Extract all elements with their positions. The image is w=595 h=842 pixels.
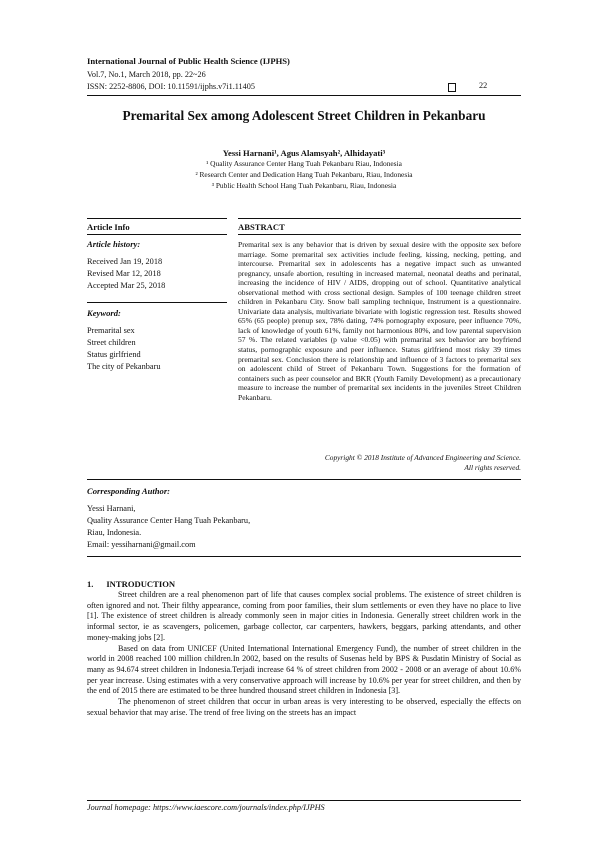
page-number: 22 [479, 81, 488, 90]
intro-paragraph: Based on data from UNICEF (United International International Emergency Fund), the number of street children in the world in 2008 reached 100 million children.In 2002, based on the results of Susenas held by BPS & Pusdatin Ministry of Social as many as 94.674 street children in Indonesia.Terjadi increase 64 % of street children from 2002 - 2008 or an average of about 10.6% per year increase. Using estimates with a very conservative approach will increase by 10.6% per year for street children, and then by the end of 2015 there are estimated to be three hundred thousand street children in Indonesia [3]. [87, 643, 521, 696]
intro-paragraph: The phenomenon of street children that occur in urban areas is very interesting to be observed, especially the effects on sexual behavior that may arise. The trend of free living on the streets has an impact [87, 697, 521, 717]
affiliation-1: ¹ Quality Assurance Center Hang Tuah Pekanbaru Riau, Indonesia [206, 159, 402, 168]
corresponding-label: Corresponding Author: [87, 486, 171, 496]
corresponding-bottom-rule [87, 556, 521, 557]
corresponding-email[interactable]: Email: yessiharnani@gmail.com [87, 540, 196, 549]
keyword-item: The city of Pekanbaru [87, 362, 161, 371]
authors: Yessi Harnani¹, Agus Alamsyah², Alhidayati³ [222, 148, 386, 158]
intro-body [87, 590, 521, 718]
keyword-label: Keyword: [87, 308, 121, 318]
received-date: Received Jan 19, 2018 [87, 257, 163, 266]
history-label: Article history: [87, 239, 141, 249]
article-info-heading: Article Info [87, 222, 130, 232]
header-rule [87, 95, 521, 96]
copyright-line-2: All rights reserved. [464, 463, 521, 472]
footer-rule [87, 800, 521, 801]
keyword-item: Street children [87, 338, 136, 347]
abstract-top-rule [238, 218, 521, 219]
abstract-heading: ABSTRACT [238, 222, 285, 232]
copyright-line-1: Copyright © 2018 Institute of Advanced Engineering and Science. [324, 453, 521, 462]
keyword-item: Premarital sex [87, 326, 135, 335]
journal-name: International Journal of Public Health Science (IJPHS) [87, 56, 290, 66]
article-info-rule [87, 234, 227, 235]
affiliation-2: ² Research Center and Dedication Hang Tuah Pekanbaru, Riau, Indonesia [195, 170, 413, 179]
corresponding-location: Riau, Indonesia. [87, 528, 142, 537]
intro-paragraph: Street children are a real phenomenon part of life that causes complex social problems. The existence of street children is often ignored and not. Their filthy appearance, coming from poor families, their slum settlements or even they have no place to live [1]. The existence of street children is already commonly seen in major cities in Indonesia. Generally street children work in the informal sector, ie as scavengers, policemen, garbage collector, car carpenters, hawkers, beggars, parking attendants, and other money-making jobs [2]. [87, 590, 521, 642]
keyword-rule [87, 302, 227, 303]
corresponding-top-rule [87, 479, 521, 480]
keyword-item: Status girlfriend [87, 350, 141, 359]
paper-title: Premarital Sex among Adolescent Street Children in Pekanbaru [122, 108, 486, 123]
abstract-text: Premarital sex is any behavior that is driven by sexual desire with the opposite sex before marriage. Some premarital sex activities include feeling, kissing, necking, petting, and intercourse. Premarital sex in adolescents has a negative impact such as unwanted pregnancy, unsafe abortion, resulting in increased maternal, neonatal deaths and perinatal, increasing the incidence of HIV / AIDS, dropping out of school. Quantitative analytical observational method with cross sectional design. Samples of 100 teenage children street children in Pekanbaru City. Snow ball sampling technique, Instrument is a questionnaire. Univariate data analysis, multivariate bivariate with logistic regression test. Results showed 65% (65 people) prenup sex, 78% dating, 74% pornography exposure, peer influence 70%, lack of knowledge of youth 61%, family not harmonious 80%, and low parental supervision 57 %. The related variables (p value <0.05) with premarital sex behavior are boyfriend status, pornographic exposure and peer influence. Status girlfriend most risky 39 times premarital sex. Conclusion there is relationship and influence of 3 factors to premarital sex on adolescent child of Street of Pekanbaru Town. Suggestions for the formation of containers such as peer counselor and BKR (Youth Family Development) as a precautionary measure to increase the number of premarital sex incidents in the juveniles Street Children Pekanbaru. [238, 240, 521, 402]
square-icon [448, 83, 456, 92]
abstract-rule [238, 234, 521, 235]
journal-homepage[interactable]: Journal homepage: https://www.iaescore.com/journals/index.php/IJPHS [87, 803, 325, 812]
accepted-date: Accepted Mar 25, 2018 [87, 281, 166, 290]
section-heading: 1. INTRODUCTION [87, 579, 176, 589]
article-info-top-rule [87, 218, 227, 219]
corresponding-name: Yessi Harnani, [87, 504, 136, 513]
volume-info: Vol.7, No.1, March 2018, pp. 22~26 [87, 70, 206, 79]
affiliation-3: ³ Public Health School Hang Tuah Pekanbaru, Riau, Indonesia [211, 181, 397, 190]
issn-doi: ISSN: 2252-8806, DOI: 10.11591/ijphs.v7i1.11405 [87, 82, 255, 91]
corresponding-affiliation: Quality Assurance Center Hang Tuah Pekanbaru, [87, 516, 251, 525]
revised-date: Revised Mar 12, 2018 [87, 269, 161, 278]
